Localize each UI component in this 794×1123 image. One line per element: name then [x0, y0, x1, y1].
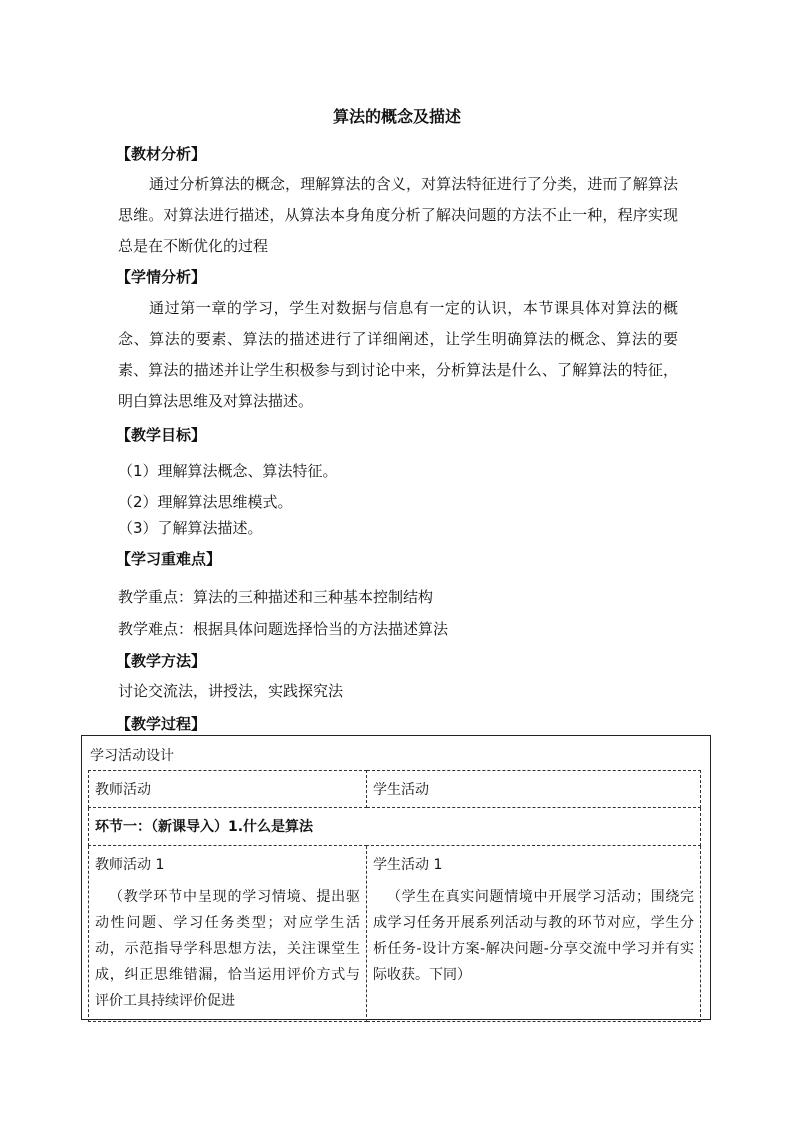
activity-table — [88, 770, 701, 1022]
activity-row — [89, 846, 701, 1022]
key-point-item: 教学重点：算法的三种描述和三种基本控制结构 — [118, 588, 434, 606]
teacher-activity-cell — [89, 846, 367, 1022]
heading-textbook-analysis: 【教材分析】 — [116, 145, 207, 163]
student-activity-header: 学生活动 — [367, 771, 701, 808]
paragraph-textbook-analysis: 通过分析算法的概念，理解算法的含义，对算法特征进行了分类，进而了解算法思维。对算法进行描述，从算法本身角度分析了解决问题的方法不止一种，程序实现总是在不断优化的过程 — [118, 175, 678, 255]
goal-item-3: （3）了解算法描述。 — [118, 519, 263, 537]
student-activity-title: 学生活动 1 — [373, 857, 443, 873]
difficult-point-item: 教学难点：根据具体问题选择恰当的方法描述算法 — [118, 620, 449, 638]
heading-teaching-methods: 【教学方法】 — [116, 652, 207, 670]
heading-learner-analysis: 【学情分析】 — [116, 268, 207, 286]
student-activity-cell — [367, 846, 701, 1022]
goal-item-2: （2）理解算法思维模式。 — [118, 493, 293, 511]
teacher-activity-text: （教学环节中呈现的学习情境、提出驱动性问题、学习任务类型；对应学生活动，示范指导学科思想方法，关注课堂生成，纠正思维错漏，恰当运用评价方式与评价工具持续评价促进 — [95, 889, 360, 1009]
activity-design-label: 学习活动设计 — [90, 748, 174, 764]
activity-design-frame — [81, 735, 711, 1020]
table-header-row — [89, 771, 701, 808]
teacher-activity-title: 教师活动 1 — [95, 857, 165, 873]
heading-teaching-process: 【教学过程】 — [116, 715, 207, 733]
heading-key-points: 【学习重难点】 — [116, 550, 222, 568]
document-title: 算法的概念及描述 — [332, 107, 461, 126]
stage-one-title: 环节一：（新课导入）1.什么是算法 — [89, 808, 701, 846]
stage-row — [89, 808, 701, 846]
teacher-activity-header: 教师活动 — [89, 771, 367, 808]
student-activity-text: （学生在真实问题情境中开展学习活动；围绕完成学习任务开展系列活动与教的环节对应，学生分析任务-设计方案-解决问题-分享交流中学习并有实际收获。下同） — [373, 889, 694, 983]
paragraph-learner-analysis: 通过第一章的学习，学生对数据与信息有一定的认识，本节课具体对算法的概念、算法的要素、算法的描述进行了详细阐述，让学生明确算法的概念、算法的要素、算法的描述并让学生积极参与到讨论中来，分析算法是什么、了解算法的特征，明白算法思维及对算法描述。 — [118, 299, 678, 410]
goal-item-1: （1）理解算法概念、算法特征。 — [118, 462, 338, 480]
teaching-methods-text: 讨论交流法，讲授法，实践探究法 — [118, 682, 344, 700]
heading-teaching-goals: 【教学目标】 — [116, 426, 207, 444]
